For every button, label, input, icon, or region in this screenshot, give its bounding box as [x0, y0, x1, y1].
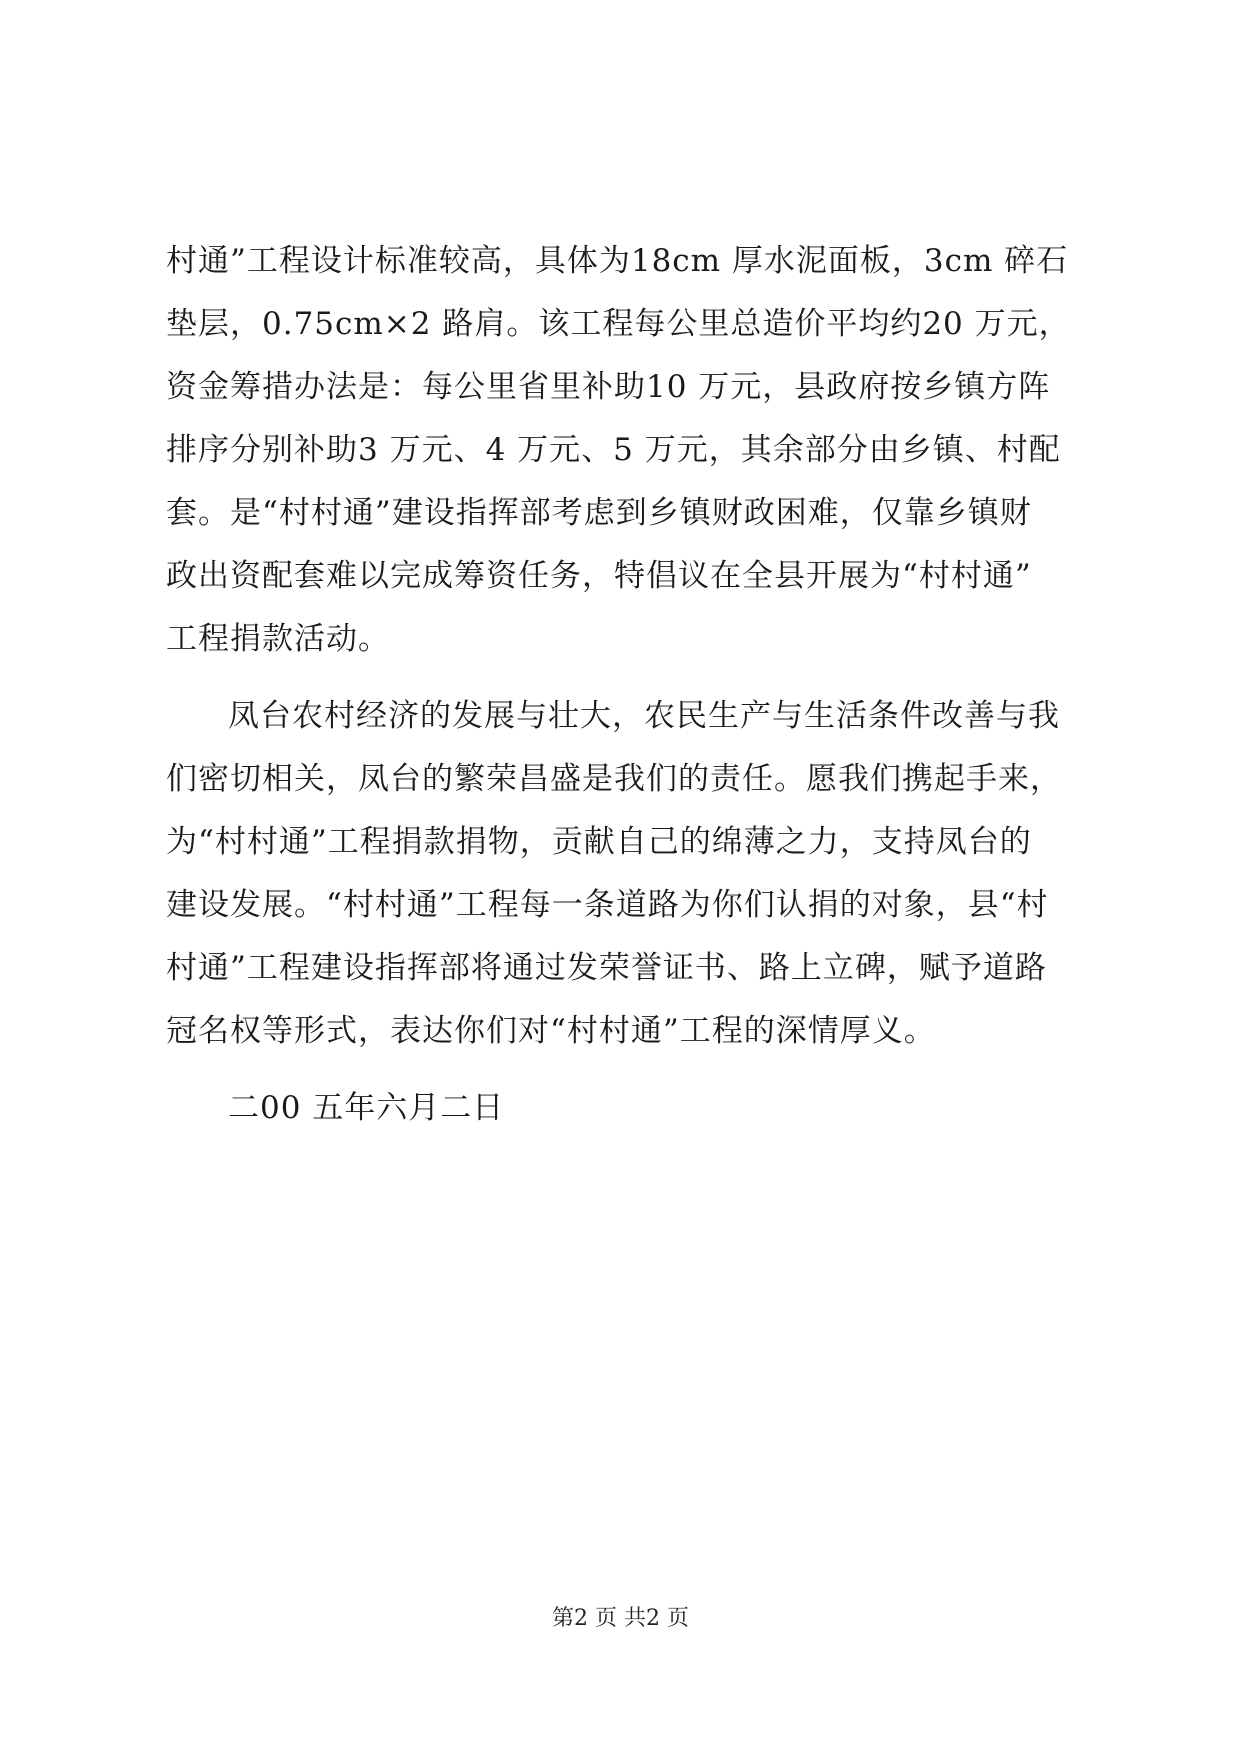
document-date: 二00 五年六月二日: [228, 1090, 505, 1126]
paragraph-1: [166, 230, 1086, 671]
text-line: 为“村村通”工程捐款捐物，贡献自己的绵薄之力，支持凤台的: [166, 824, 1032, 860]
page-footer: [0, 1604, 1241, 1634]
text-line: 排序分别补助3 万元、4 万元、5 万元，其余部分由乡镇、村配: [166, 432, 1061, 468]
text-line: 工程捐款活动。: [166, 621, 390, 657]
paragraph-2: [166, 685, 1086, 1063]
text-line: 冠名权等形式，表达你们对“村村通”工程的深情厚义。: [166, 1013, 936, 1049]
text-line: 垫层，0.75cm×2 路肩。该工程每公里总造价平均约20 万元，: [166, 306, 1071, 342]
text-line: 村通”工程设计标准较高，具体为18cm 厚水泥面板，3cm 碎石: [166, 243, 1069, 279]
text-line: 建设发展。“村村通”工程每一条道路为你们认捐的对象，县“村: [166, 887, 1049, 923]
text-line: 政出资配套难以完成筹资任务，特倡议在全县开展为“村村通”: [166, 558, 1032, 594]
document-body: [166, 230, 1086, 1140]
text-line: 套。是“村村通”建设指挥部考虑到乡镇财政困难，仅靠乡镇财: [166, 495, 1032, 531]
text-line: 资金筹措办法是：每公里省里补助10 万元，县政府按乡镇方阵: [166, 369, 1051, 405]
page-number: 第2 页 共2 页: [552, 1606, 689, 1631]
text-line: 凤台农村经济的发展与壮大，农民生产与生活条件改善与我: [228, 698, 1060, 734]
text-line: 村通”工程建设指挥部将通过发荣誉证书、路上立碑，赋予道路: [166, 950, 1047, 986]
text-line: 们密切相关，凤台的繁荣昌盛是我们的责任。愿我们携起手来，: [166, 761, 1062, 797]
